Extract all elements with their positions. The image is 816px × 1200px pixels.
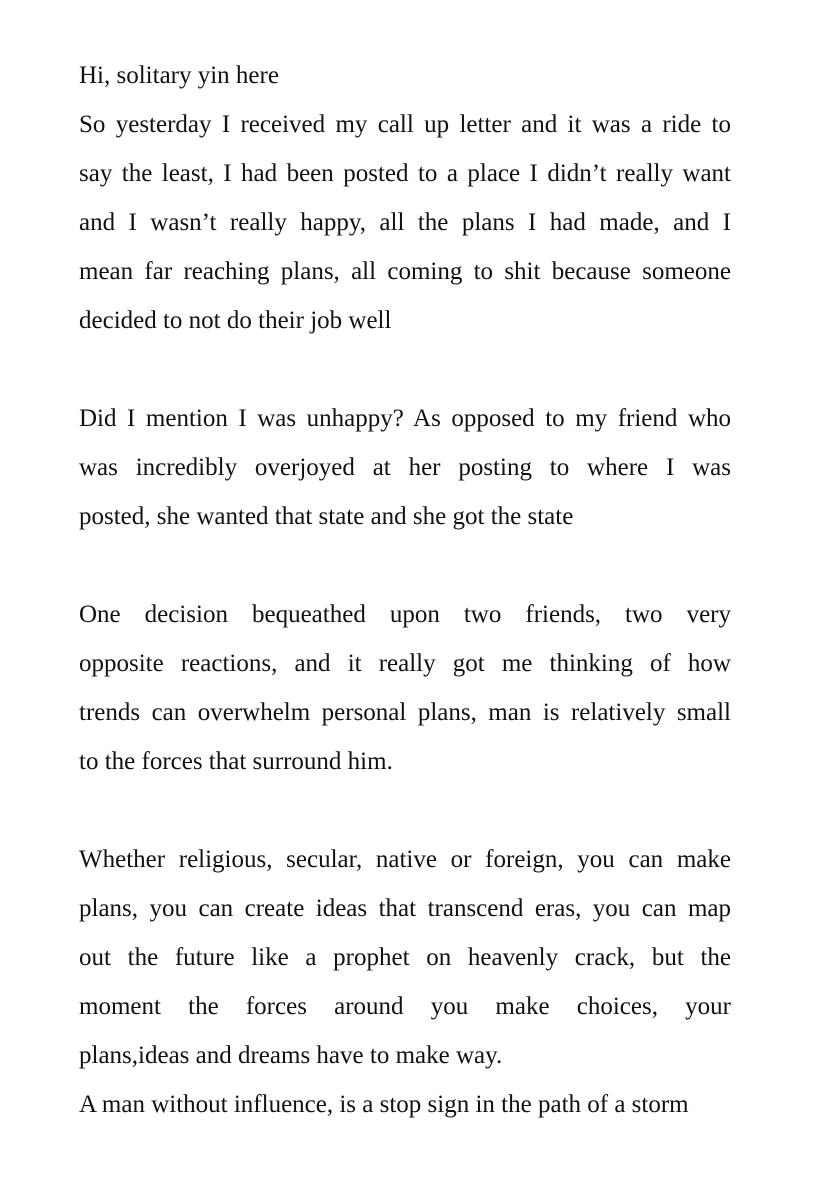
paragraph-line: posted, she wanted that state and she got the state bbox=[79, 503, 574, 530]
paragraph-gap bbox=[79, 786, 731, 835]
paragraph-line: plans, you can create ideas that transcend eras, you can map bbox=[79, 895, 731, 922]
paragraph-3 bbox=[79, 590, 731, 786]
paragraph-gap bbox=[79, 345, 731, 394]
paragraph-line: trends can overwhelm personal plans, man is relatively small bbox=[79, 699, 731, 726]
paragraph-1 bbox=[79, 100, 731, 345]
paragraph-line: So yesterday I received my call up letter and it was a ride to bbox=[79, 111, 731, 138]
greeting-line: Hi, solitary yin here bbox=[79, 62, 279, 89]
paragraph-line: One decision bequeathed upon two friends, two very bbox=[79, 601, 731, 628]
paragraph-line: opposite reactions, and it really got me thinking of how bbox=[79, 650, 731, 677]
paragraph-line: was incredibly overjoyed at her posting to where I was bbox=[79, 454, 731, 481]
paragraph-line: moment the forces around you make choices, your bbox=[79, 993, 731, 1020]
paragraph-line: out the future like a prophet on heavenly crack, but the bbox=[79, 944, 731, 971]
paragraph-2 bbox=[79, 394, 731, 541]
paragraph-gap bbox=[79, 541, 731, 590]
paragraph-4 bbox=[79, 835, 731, 1080]
document-body bbox=[79, 51, 731, 1129]
paragraph-line: and I wasn’t really happy, all the plans I had made, and I bbox=[79, 209, 731, 236]
paragraph-line: Did I mention I was unhappy? As opposed to my friend who bbox=[79, 405, 731, 432]
paragraph-line: to the forces that surround him. bbox=[79, 748, 393, 775]
paragraph-line: decided to not do their job well bbox=[79, 307, 392, 334]
paragraph-line: plans,ideas and dreams have to make way. bbox=[79, 1042, 503, 1069]
paragraph-line: say the least, I had been posted to a place I didn’t really want bbox=[79, 160, 731, 187]
paragraph-line: mean far reaching plans, all coming to shit because someone bbox=[79, 258, 731, 285]
closing-line: A man without influence, is a stop sign in the path of a storm bbox=[79, 1091, 689, 1118]
paragraph-line: Whether religious, secular, native or foreign, you can make bbox=[79, 846, 731, 873]
